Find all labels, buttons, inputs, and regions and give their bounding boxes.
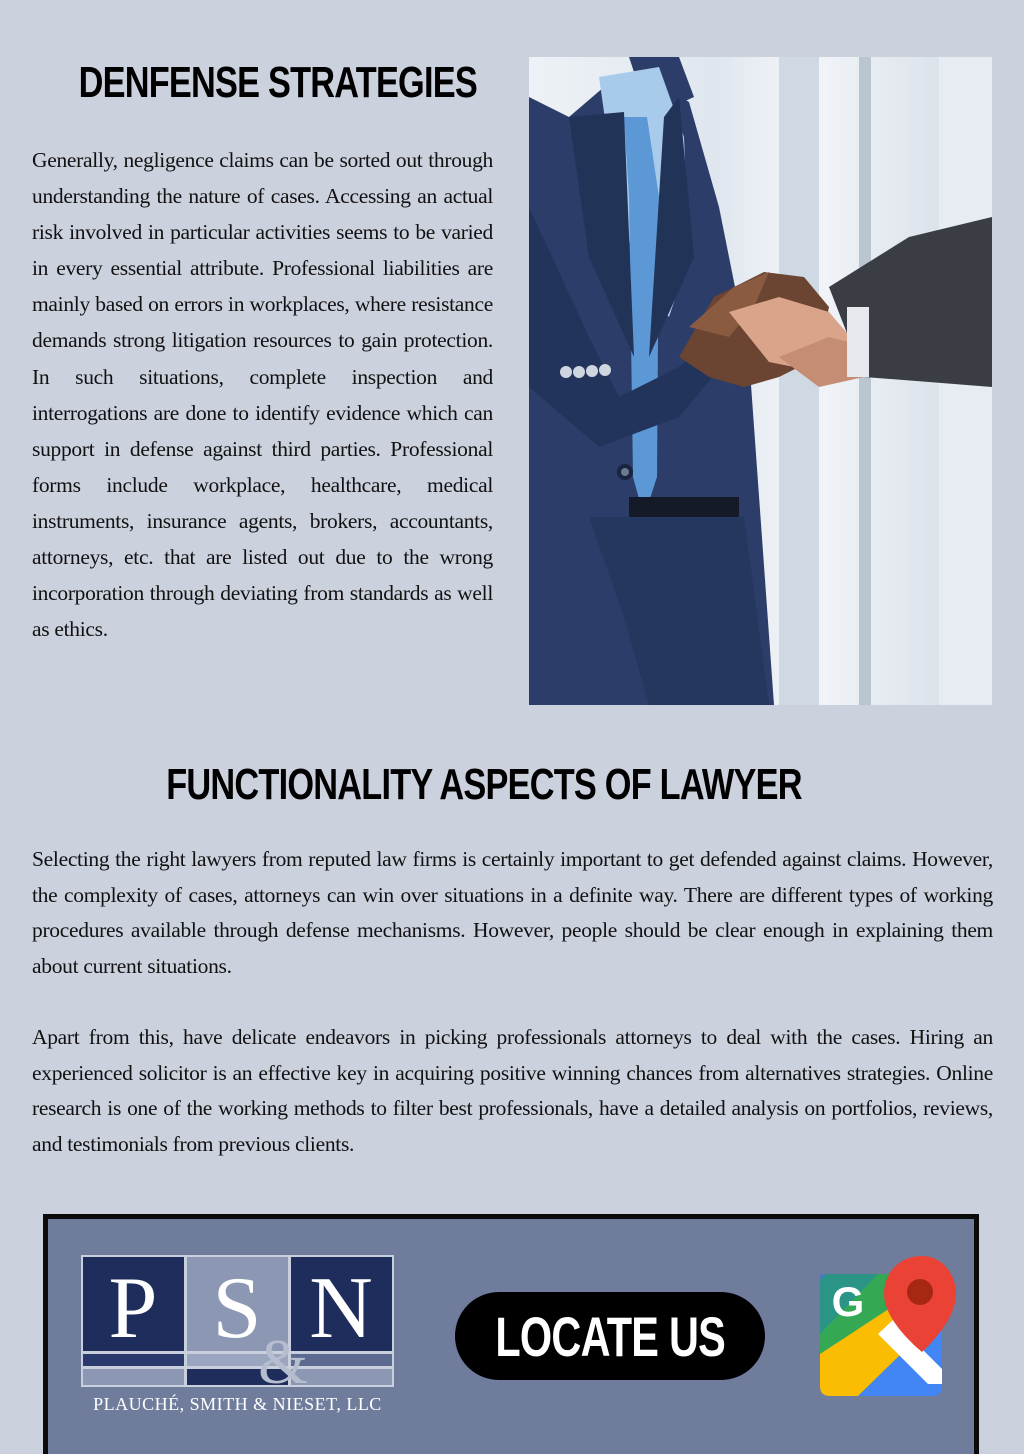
functionality-paragraph-2: Apart from this, have delicate endeavors in picking professionals attorneys to deal with the cases. Hiring an experienced solicitor is an effective key in acquiring positive winning chances from alternatives strategies. Online research is one of the working methods to filter best professionals, have a detailed analysis on portfolios, reviews, and testimonials from previous clients. — [32, 1025, 993, 1156]
section-title-defense-strategies: DENFENSE STRATEGIES — [78, 58, 477, 107]
logo-letter-n: N — [309, 1260, 373, 1357]
footer-banner — [43, 1214, 979, 1454]
functionality-paragraph-1: Selecting the right lawyers from reputed law firms is certainly important to get defended against claims. However, the complexity of cases, attorneys can win over situations in a definite way. There are different types of working procedures available through defense mechanisms. However, people should be clear enough in explaining them about current situations. — [32, 847, 993, 978]
logo-ampersand: & — [258, 1326, 308, 1397]
maps-g-letter: G — [831, 1278, 865, 1325]
logo-letter-p: P — [108, 1260, 158, 1357]
google-maps-icon[interactable] — [818, 1254, 958, 1399]
firm-name: PLAUCHÉ, SMITH & NIESET, LLC — [93, 1394, 382, 1414]
logo-letter-s: S — [212, 1260, 262, 1357]
handshake-illustration — [529, 57, 992, 705]
handshake-photo — [529, 57, 992, 705]
defense-strategies-text: Generally, negligence claims can be sorted out through understanding the nature of cases. Accessing an actual risk involved in particular activities seems to be varied in every essential attribute. Professional liabilities are mainly based on errors in workplaces, where resistance demands strong litigation resources to gain protection. In such situations, complete inspection and interrogations are done to identify evidence which can support in defense against third parties. Professional forms include workplace, healthcare, medical instruments, insurance agents, brokers, accountants, attorneys, etc. that are listed out due to the wrong incorporation through deviating from standards as well as ethics. — [32, 148, 493, 642]
map-pin-icon — [818, 1254, 958, 1399]
locate-us-label: LOCATE US — [495, 1304, 725, 1368]
psn-logo[interactable] — [81, 1255, 394, 1423]
locate-us-button[interactable] — [455, 1292, 765, 1380]
section-title-functionality-aspects: FUNCTIONALITY ASPECTS OF LAWYER — [166, 760, 802, 809]
